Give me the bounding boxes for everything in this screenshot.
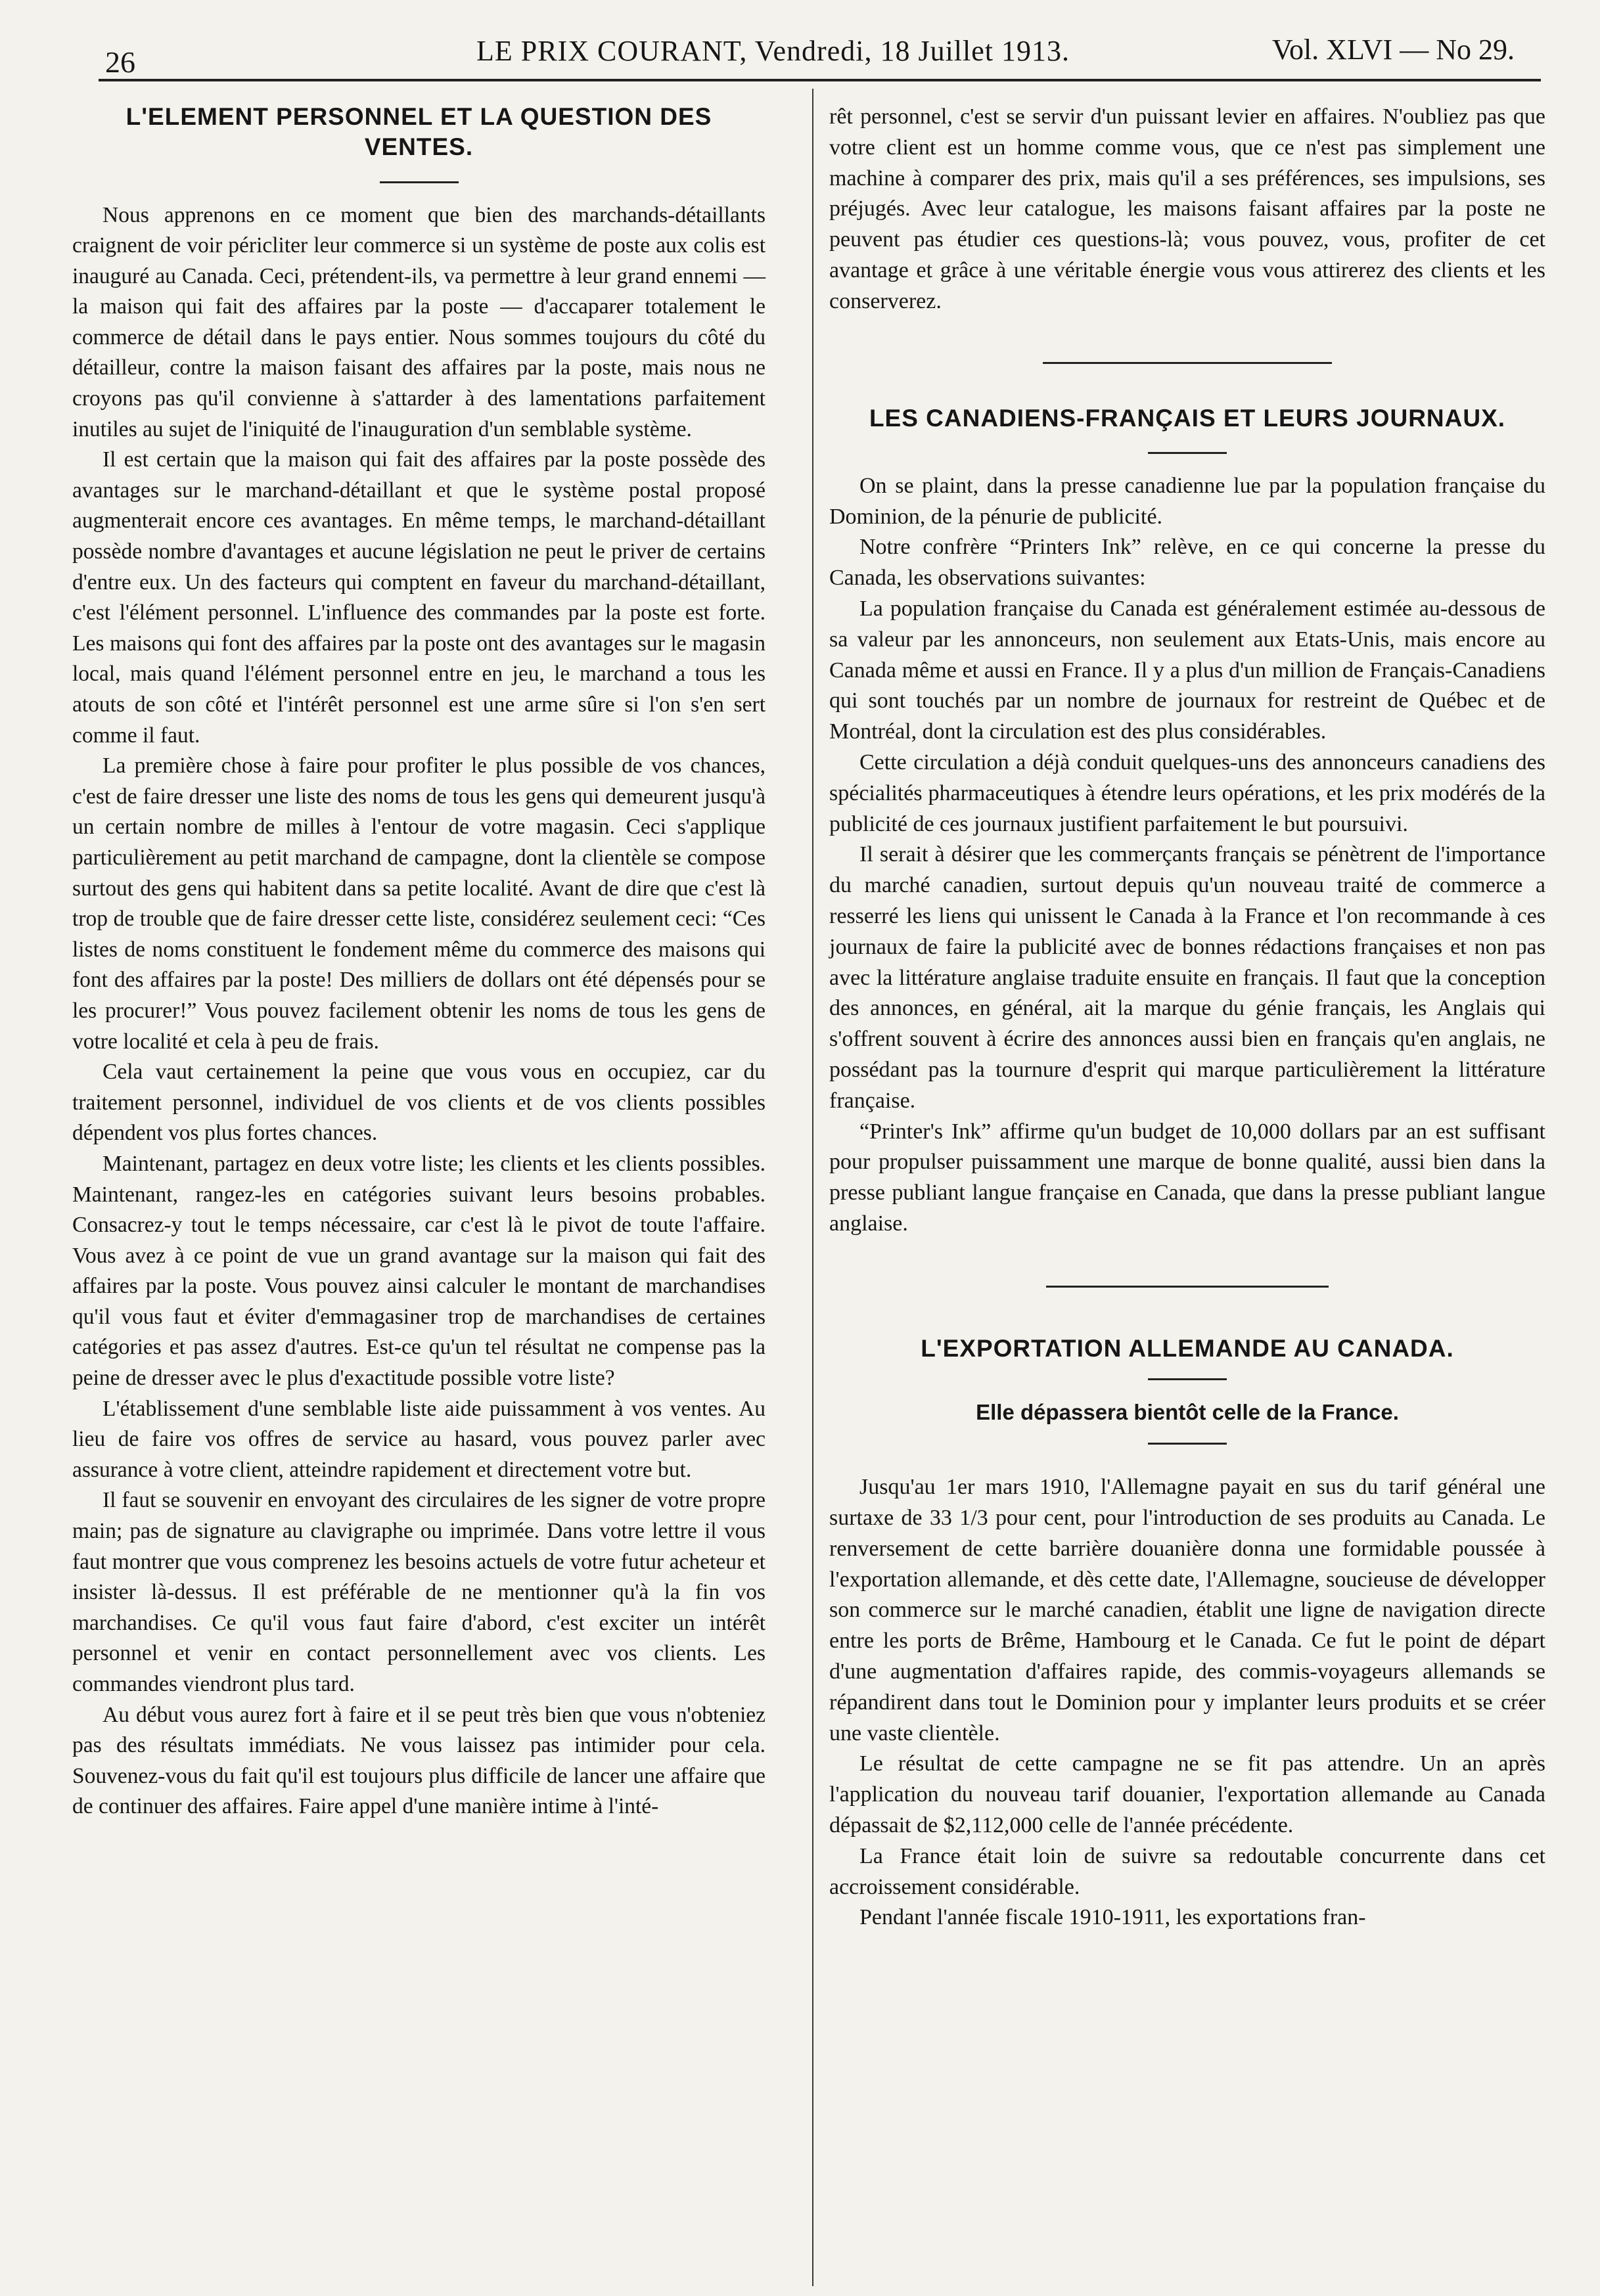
header-rule xyxy=(99,79,1541,81)
paragraph: Il serait à désirer que les commerçants français se pénètrent de l'importance du marché canadien, surtout depuis qu'un nouveau traité de commerce a resserré les liens qui unissent le Canada à la France et l'on recommande à ces journaux de faire la publicité avec de bonnes rédactions françaises et non pas avec la littérature anglaise traduite ensuite en français. Il faut que la conception des annonces, en général, ait la marque du génie français, les Anglais qui s'offrent souvent à écrire des annonces aussi bien en français qu'en anglais, ne possédant pas la tournure d'esprit qui marque particulièrement la littérature française. xyxy=(829,842,1545,1113)
title-rule xyxy=(1148,452,1227,454)
article-separator xyxy=(1046,1286,1329,1288)
paragraph: Cela vaut certainement la peine que vous vous en occupiez, car du traitement personnel, individuel de vos clients et de vos clients possibles dépendent vos plus fortes chances. xyxy=(72,1060,766,1146)
article-title-exportation-allemande: L'EXPORTATION ALLEMANDE AU CANADA. xyxy=(921,1334,1454,1362)
page-number: 26 xyxy=(105,45,135,79)
title-rule xyxy=(380,181,459,183)
title-rule xyxy=(1148,1378,1227,1380)
article-subtitle: Elle dépassera bientôt celle de la France. xyxy=(976,1400,1399,1424)
article-title-element-personnel: L'ELEMENT PERSONNEL ET LA QUESTION DES VENTES. xyxy=(126,103,712,161)
paragraph: Le résultat de cette campagne ne se fit pas attendre. Un an après l'application du nouveau tarif douanier, l'exportation allemande au Canada dépassait de $2,112,000 celle de l'année précédente. xyxy=(829,1751,1545,1838)
paragraph: Notre confrère “Printers Ink” relève, en ce qui concerne la presse du Canada, les observations suivantes: xyxy=(829,535,1545,591)
left-column xyxy=(72,102,766,1822)
paragraph: “Printer's Ink” affirme qu'un budget de 10,000 dollars par an est suffisant pour propulser puissamment une marque de bonne qualité, aussi bien dans la presse publiant langue française en Canada, que dans la presse publiant langue anglaise. xyxy=(829,1119,1545,1236)
masthead: LE PRIX COURANT, Vendredi, 18 Juillet 1913. xyxy=(476,35,1070,67)
paragraph: Au début vous aurez fort à faire et il se peut très bien que vous n'obteniez pas des résultats immédiats. Ne vous laissez pas intimider pour cela. Souvenez-vous du fait qu'il est toujours plus difficile de lancer une affaire que de continuer des affaires. Faire appel d'une manière intime à l'inté- xyxy=(72,1702,766,1819)
paragraph: Nous apprenons en ce moment que bien des marchands-détaillants craignent de voir péricliter leur commerce si un système de poste aux colis est inauguré au Canada. Ceci, prétendent-ils, va permettre à leur grand ennemi — la maison qui fait des affaires par la poste — d'accaparer totalement le commerce de détail dans le pays entier. Nous sommes toujours du côté du détailleur, contre la maison faisant des affaires par la poste, mais nous ne croyons pas qu'il convienne à s'attarder à des lamentations parfaitement inutiles au sujet de l'iniquité de l'inauguration d'un semblable système. xyxy=(72,202,766,441)
paragraph: Pendant l'année fiscale 1910-1911, les exportations fran- xyxy=(859,1905,1366,1930)
paragraph-continuation: rêt personnel, c'est se servir d'un puissant levier en affaires. N'oubliez pas que votre client est un homme comme vous, que ce n'est pas simplement une machine à comparer des prix, mais qu'il a ses préférences, ses impulsions, ses préjugés. Avec leur catalogue, les maisons faisant affaires par la poste ne peuvent pas étudier ces questions-là; vous pouvez, vous, profiter de cet avantage et grâce à une véritable énergie vous vous attirerez des clients et les conserverez. xyxy=(829,104,1545,313)
right-column xyxy=(829,102,1545,1933)
paragraph: L'établissement d'une semblable liste aide puissamment à vos ventes. Au lieu de faire vos offres de service au hasard, vous pouvez parler avec assurance à votre client, atteindre rapidement et directement votre but. xyxy=(72,1396,766,1482)
article-separator xyxy=(1043,362,1332,364)
paragraph: On se plaint, dans la presse canadienne lue par la population française du Dominion, de la pénurie de publicité. xyxy=(829,473,1545,529)
volume-number: Vol. XLVI — No 29. xyxy=(1271,34,1515,66)
paragraph: Maintenant, partagez en deux votre liste; les clients et les clients possibles. Maintenant, rangez-les en catégories suivant leurs besoins probables. Consacrez-y tout le temps nécessaire, car c'est là le pivot de toute l'affaire. Vous avez à ce point de vue un grand avantage sur la maison qui fait des affaires par la poste. Vous pouvez ainsi calculer le montant de marchandises qu'il vous faut et éviter d'emmagasiner trop de marchandises de certaines catégories et pas assez d'autres. Est-ce qu'un tel résultat ne compense pas la peine de dresser avec le plus d'exactitude possible votre liste? xyxy=(72,1151,766,1391)
paragraph: Jusqu'au 1er mars 1910, l'Allemagne payait en sus du tarif général une surtaxe de 33 1/3 pour cent, pour l'introduction de ses produits au Canada. Le renversement de cette barrière douanière donna une formidable poussée à l'exportation allemande, et dès cette date, l'Allemagne, soucieuse de développer son commerce sur le marché canadien, établit une ligne de navigation directe entre les ports de Brême, Hambourg et le Canada. Ce fut le point de départ d'une augmentation d'affaires rapide, des commis-voyageurs allemands se répandirent dans tout le Dominion pour y implanter leurs produits et se créer une vaste clientèle. xyxy=(829,1475,1545,1745)
paragraph: Il faut se souvenir en envoyant des circulaires de les signer de votre propre main; pas de signature au clavigraphe ou imprimée. Dans votre lettre il vous faut montrer que vous comprenez les besoins actuels de votre futur acheteur et insister là-dessus. Il est préférable de ne mentionner qu'à la fin vos marchandises. Ce qu'il vous faut faire d'abord, c'est exciter un intérêt personnel et venir en contact personnellement avec vos clients. Les commandes viendront plus tard. xyxy=(72,1488,766,1696)
paragraph: La population française du Canada est généralement estimée au-dessous de sa valeur par les annonceurs, non seulement aux Etats-Unis, mais encore au Canada même et aussi en France. Il y a plus d'un million de Français-Canadiens qui sont touchés par un nombre de journaux for restreint de Québec et de Montréal, dont la circulation est des plus considérables. xyxy=(829,597,1545,744)
paragraph: La France était loin de suivre sa redoutable concurrente dans cet accroissement considérable. xyxy=(829,1843,1545,1899)
paragraph: Il est certain que la maison qui fait des affaires par la poste possède des avantages sur le marchand-détaillant et que le système postal proposé augmenterait encore ces avantages. En même temps, le marchand-détaillant possède nombre d'avantages et aucune législation ne peut le priver de certains d'entre eux. Un des facteurs qui comptent en faveur du marchand-détaillant, c'est l'élément personnel. L'influence des commandes par la poste est forte. Les maisons qui font des affaires par la poste ont des avantages sur le magasin local, mais quand l'élément personnel entre en jeu, le marchand a tous les atouts de son côté et l'intérêt personnel est une arme sûre si l'on s'en sert comme il faut. xyxy=(72,447,766,748)
column-divider xyxy=(812,89,813,2286)
article-title-canadiens-francais: LES CANADIENS-FRANÇAIS ET LEURS JOURNAUX. xyxy=(869,404,1506,432)
subtitle-rule xyxy=(1148,1443,1227,1445)
page-header xyxy=(99,26,1541,85)
paragraph: Cette circulation a déjà conduit quelques-uns des annonceurs canadiens des spécialités pharmaceutiques à étendre leurs opérations, et les prix modérés de la publicité de ces journaux justifient parfaitement le but poursuivi. xyxy=(829,750,1545,836)
paragraph: La première chose à faire pour profiter le plus possible de vos chances, c'est de faire dresser une liste des noms de tous les gens qui demeurent jusqu'à un certain nombre de milles à l'entour de votre magasin. Ceci s'applique particulièrement au petit marchand de campagne, dont la clientèle se compose surtout des gens qui habitent dans sa petite localité. Avant de dire que c'est là trop de trouble que de faire dresser cette liste, considérez seulement ceci: “Ces listes de noms constituent le fondement même du commerce des maisons qui font des affaires par la poste! Des milliers de dollars ont été dépensés pour se les procurer!” Vous pouvez facilement obtenir les noms de tous les gens de votre localité et cela à peu de frais. xyxy=(72,754,766,1054)
